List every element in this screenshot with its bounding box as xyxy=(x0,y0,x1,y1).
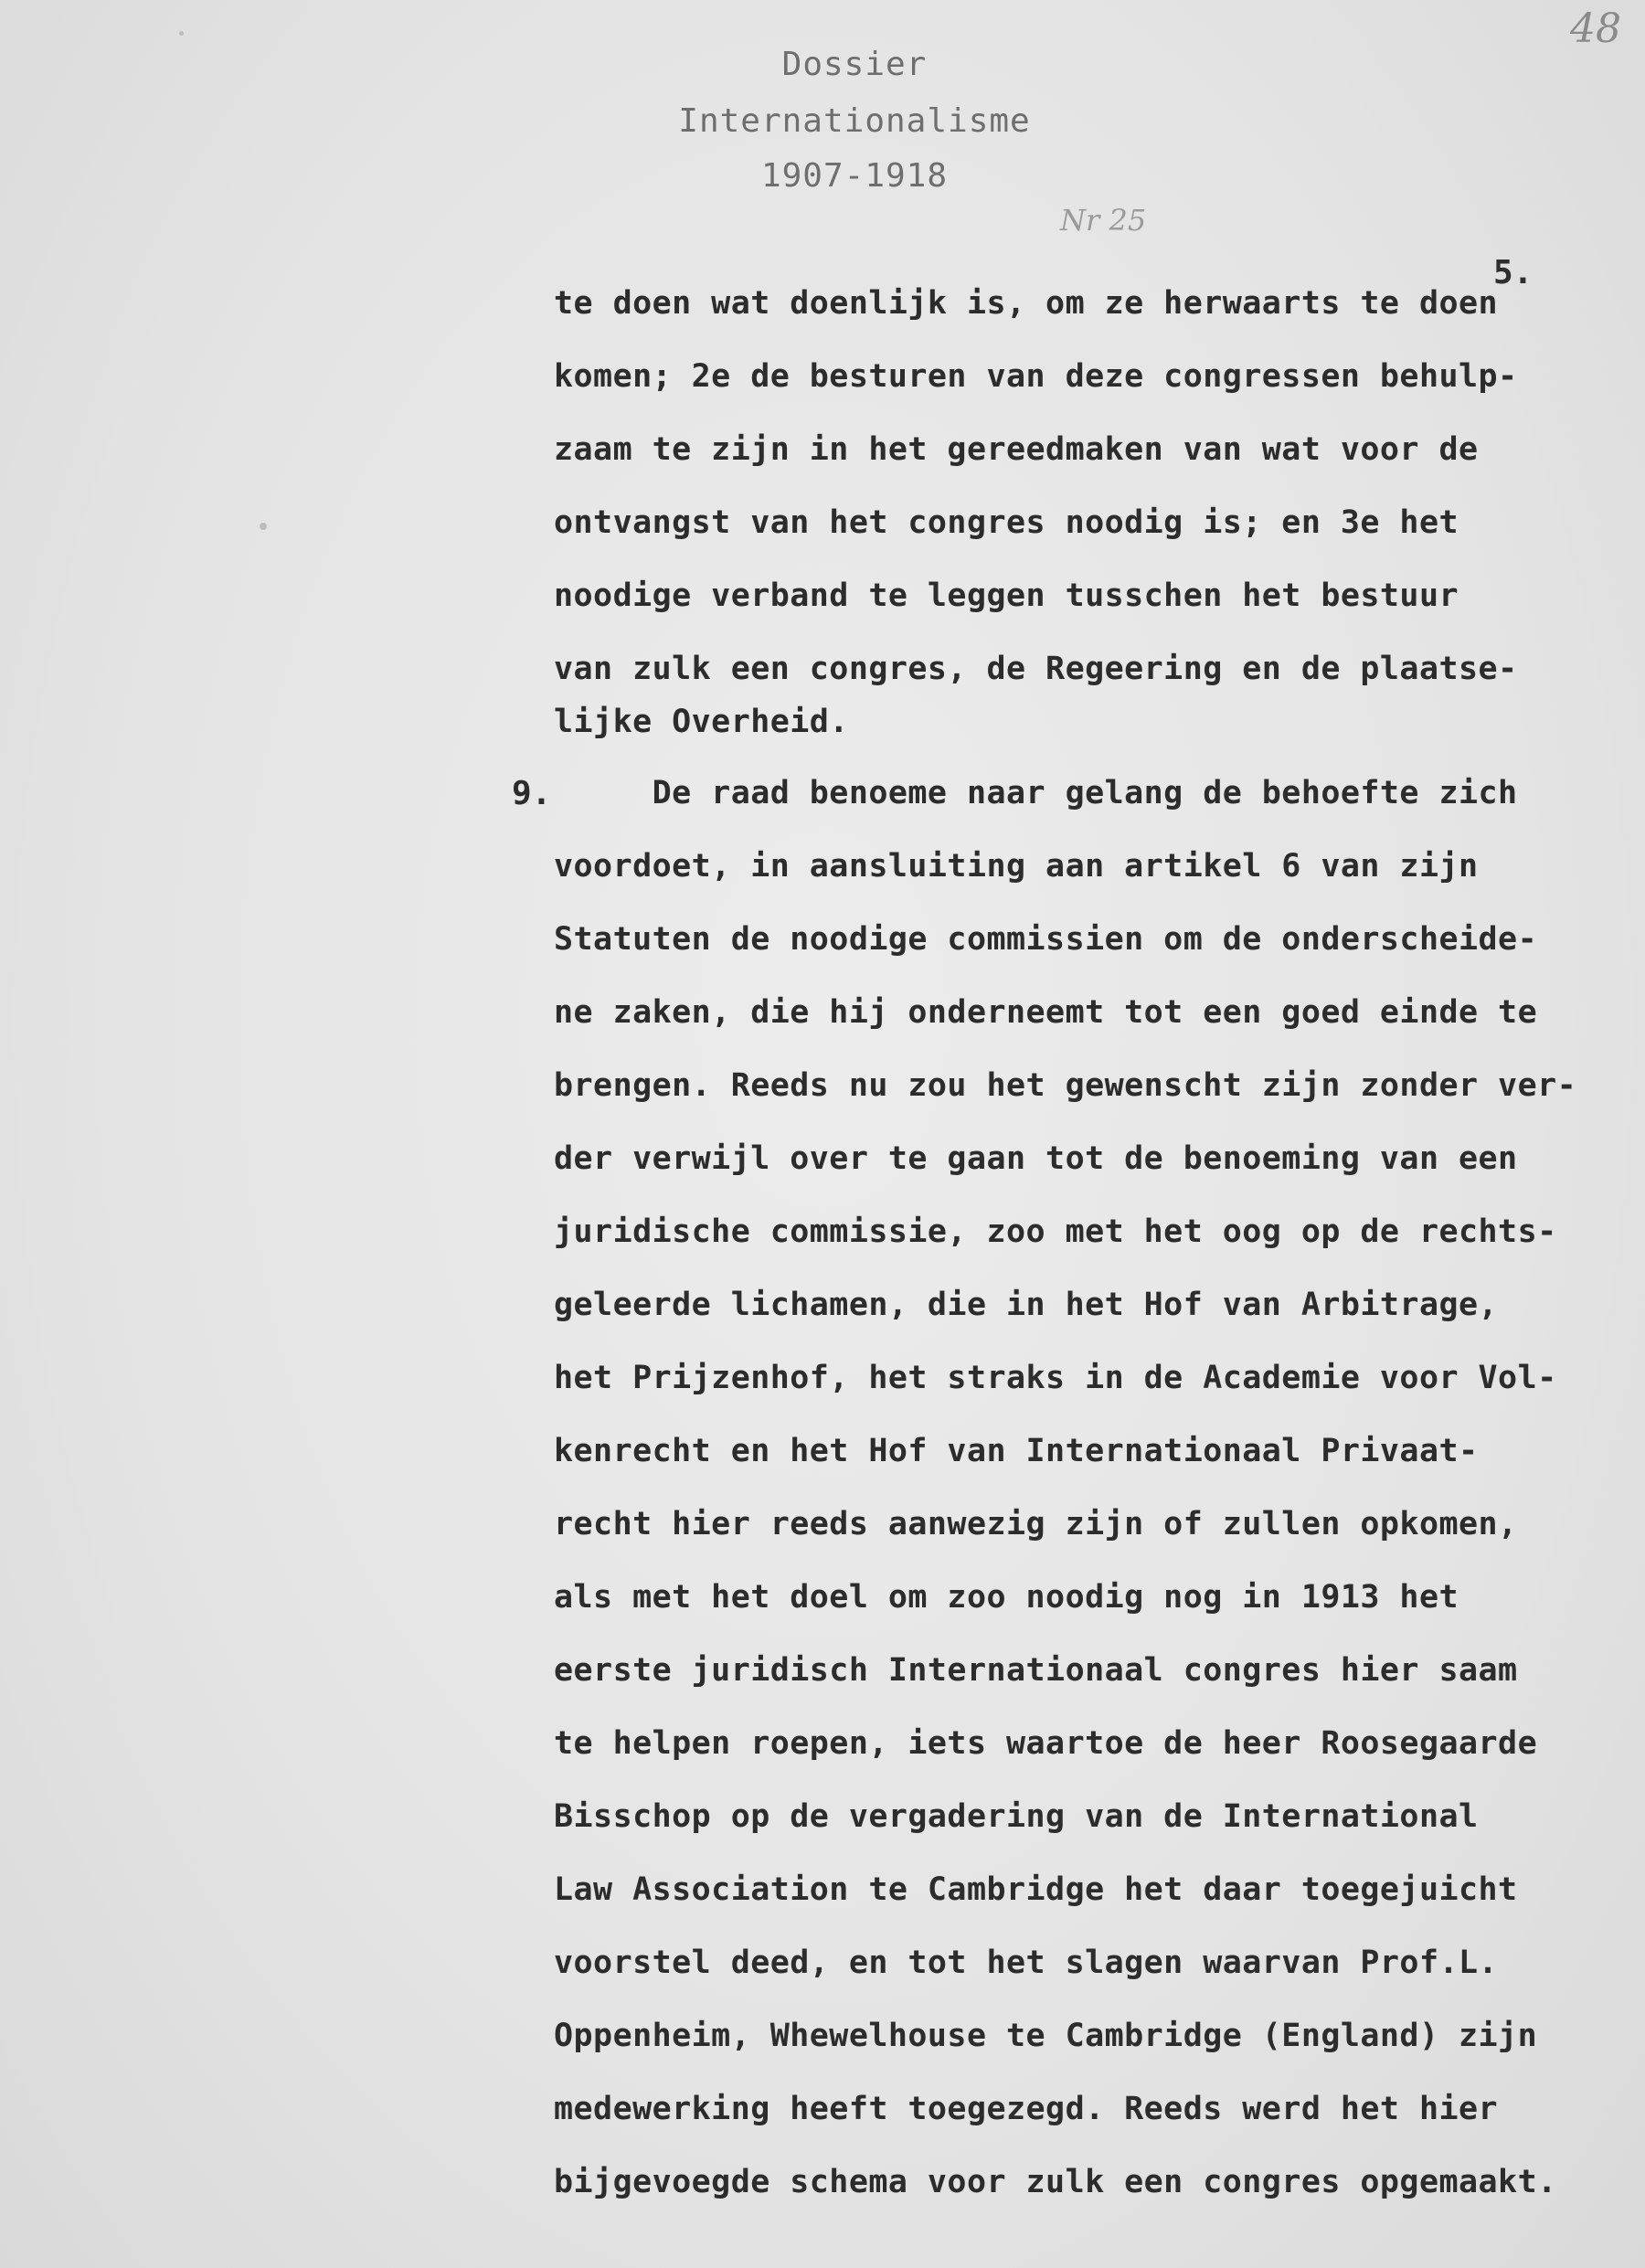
text-line: kenrecht en het Hof van Internationaal Privaat- xyxy=(554,1433,1479,1469)
text-line: het Prijzenhof, het straks in de Academie voor Vol- xyxy=(554,1360,1557,1396)
text-line: juridische commissie, zoo met het oog op de rechts- xyxy=(554,1213,1557,1250)
text-line: bijgevoegde schema voor zulk een congres opgemaakt. xyxy=(554,2164,1557,2200)
archive-stamp-line-3: 1907-1918 xyxy=(760,157,949,195)
archive-stamp-line-2: Internationalisme xyxy=(678,102,1031,140)
text-line: De raad benoeme naar gelang de behoefte zich xyxy=(554,775,1518,811)
page-number: 5. xyxy=(1493,254,1534,291)
text-line: recht hier reeds aanwezig zijn of zullen opkomen, xyxy=(554,1506,1518,1542)
text-line: komen; 2e de besturen van deze congressen behulp- xyxy=(554,358,1518,395)
folio-number: 48 xyxy=(1570,5,1621,52)
text-line: van zulk een congres, de Regeering en de plaatse- xyxy=(554,651,1518,687)
handwritten-note: Nr 25 xyxy=(1060,203,1147,238)
text-line: te helpen roepen, iets waartoe de heer Roosegaarde xyxy=(554,1725,1538,1762)
archive-stamp-line-1: Dossier xyxy=(781,46,928,83)
text-line: voordoet, in aansluiting aan artikel 6 van zijn xyxy=(554,848,1479,885)
paragraph-number: 9. xyxy=(512,775,552,812)
text-line: medewerking heeft toegezegd. Reeds werd het hier xyxy=(554,2091,1499,2127)
text-line: ne zaken, die hij onderneemt tot een goed einde te xyxy=(554,994,1538,1031)
text-line: Statuten de noodige commissien om de onderscheide- xyxy=(554,921,1538,958)
text-line: Bisschop op de vergadering van de International xyxy=(554,1798,1479,1835)
text-line: brengen. Reeds nu zou het gewenscht zijn zonder ver- xyxy=(554,1067,1577,1104)
text-line: Oppenheim, Whewelhouse te Cambridge (England) zijn xyxy=(554,2018,1538,2054)
text-line: lijke Overheid. xyxy=(554,704,849,740)
text-line: te doen wat doenlijk is, om ze herwaarts te doen xyxy=(554,285,1499,322)
text-line: geleerde lichamen, die in het Hof van Arbitrage, xyxy=(554,1287,1499,1323)
paper-speck xyxy=(179,31,184,36)
text-line: voorstel deed, en tot het slagen waarvan Prof.L. xyxy=(554,1945,1499,1981)
text-line: Law Association te Cambridge het daar toegejuicht xyxy=(554,1871,1518,1908)
text-line: noodige verband te leggen tusschen het bestuur xyxy=(554,578,1459,614)
text-line: zaam te zijn in het gereedmaken van wat voor de xyxy=(554,431,1479,468)
text-line: eerste juridisch Internationaal congres hier saam xyxy=(554,1652,1518,1689)
text-line: als met het doel om zoo noodig nog in 1913 het xyxy=(554,1579,1459,1616)
paper-speck xyxy=(260,523,267,530)
text-line: der verwijl over te gaan tot de benoeming van een xyxy=(554,1140,1518,1177)
text-line: ontvangst van het congres noodig is; en 3e het xyxy=(554,504,1459,541)
